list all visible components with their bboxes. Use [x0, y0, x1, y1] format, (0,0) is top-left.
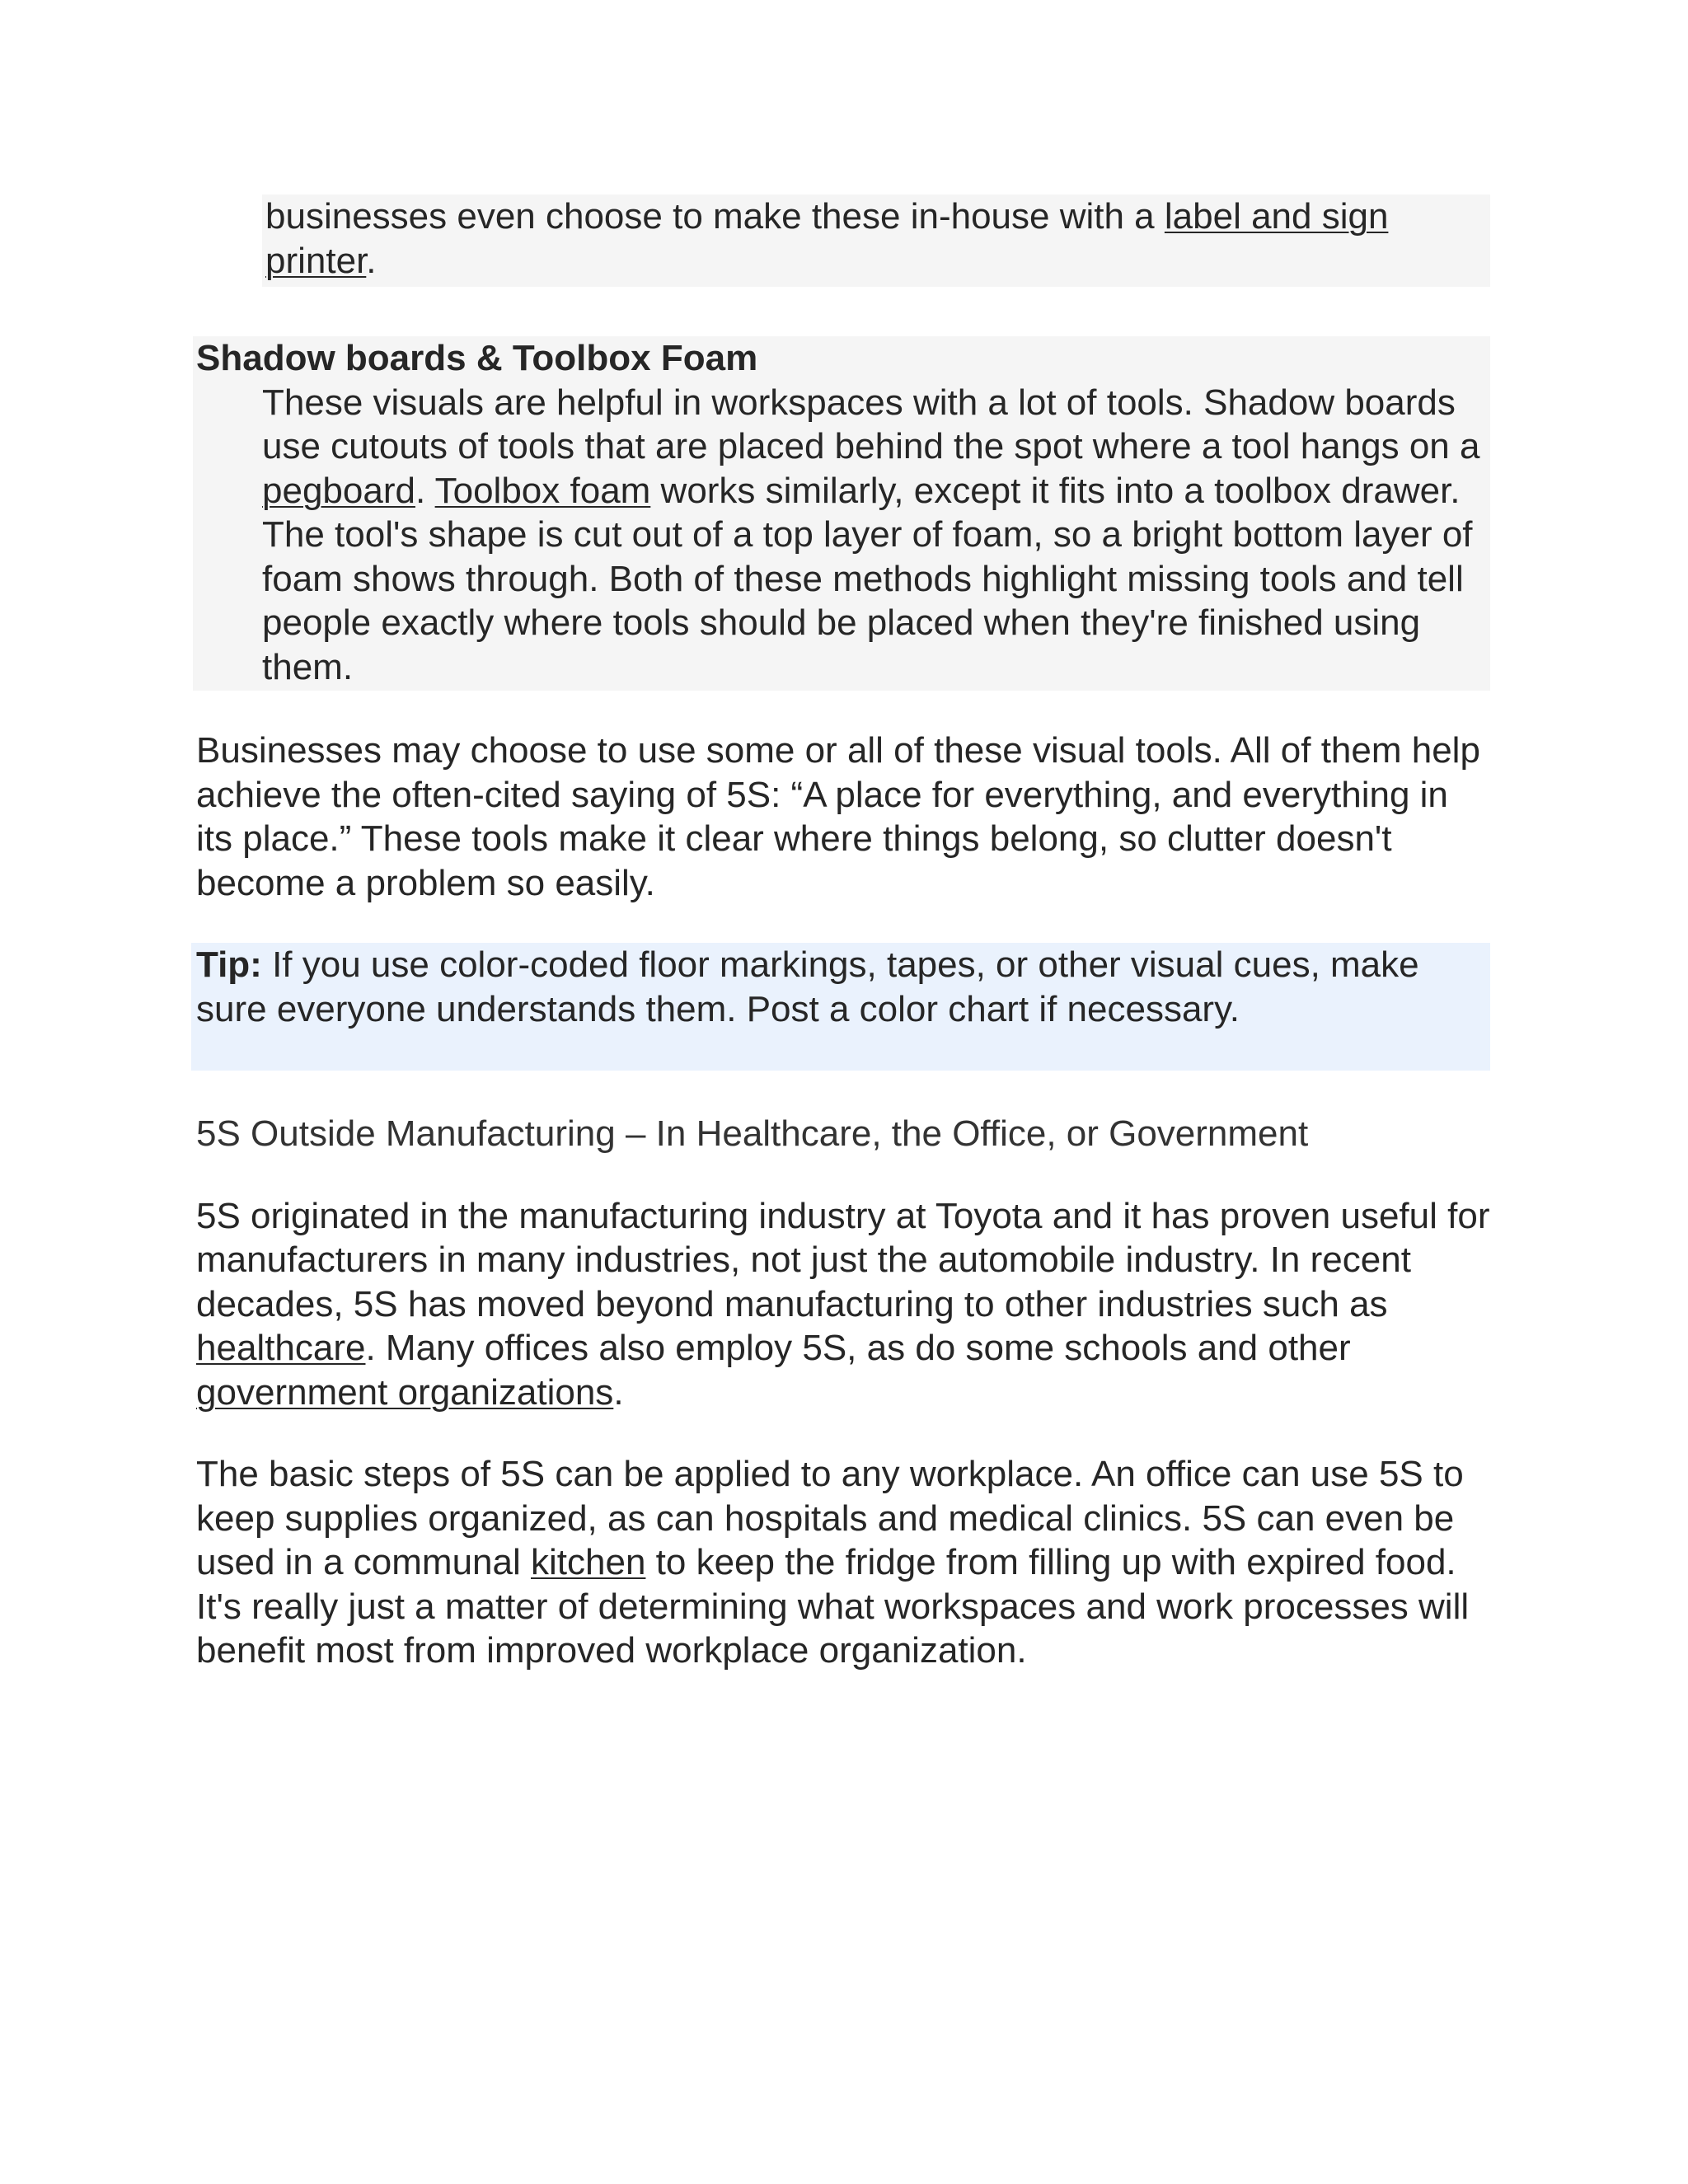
toolbox-foam-link[interactable]: Toolbox foam [434, 470, 651, 511]
text-span: to keep the fridge from filling up with expired food. It's really just a matter of determining what workspaces and work processes will benefit most from improved workplace organization. [196, 1542, 1470, 1671]
origins-paragraph [196, 1194, 1490, 1415]
section-heading: 5S Outside Manufacturing – In Healthcare, the Office, or Government [196, 1113, 1309, 1154]
shadow-boards-heading: Shadow boards & Toolbox Foam [196, 338, 758, 378]
tip-body: If you use color-coded floor markings, tapes, or other visual cues, make sure everyone understands them. Post a color chart if necessary. [196, 944, 1419, 1029]
text-span: businesses even choose to make these in-house with a [265, 196, 1165, 237]
label-printer-note [262, 194, 1490, 287]
label-and-sign-printer-link[interactable]: label and sign printer [265, 196, 1389, 281]
text-span: . [613, 1371, 624, 1413]
text-span: . Many offices also employ 5S, as do some schools and other [365, 1328, 1351, 1368]
text-span: The basic steps of 5S can be applied to any workplace. An office can use 5S to keep supplies organized, as can hospitals and medical clinics. 5S can even be used in a communal [196, 1454, 1464, 1582]
healthcare-link[interactable]: healthcare [196, 1328, 366, 1368]
text-span: . [415, 470, 435, 511]
label-printer-text [265, 194, 1490, 283]
tip-text [196, 943, 1490, 1031]
basic-steps-paragraph [196, 1452, 1490, 1673]
visual-tools-paragraph: Businesses may choose to use some or all of these visual tools. All of them help achieve the often-cited saying of 5S: “A place for everything, and everything in its place.” These tools make it clear where things belong, so clutter doesn't become a problem so easily. [196, 730, 1480, 903]
government-organizations-link[interactable]: government organizations [196, 1371, 614, 1413]
shadow-boards-section [193, 336, 1490, 691]
tip-callout [191, 943, 1490, 1071]
tip-label: Tip: [196, 944, 262, 985]
text-span: . [366, 240, 377, 281]
text-span: works similarly, except it fits into a toolbox drawer. The tool's shape is cut out of a top layer of foam, so a bright bottom layer of foam shows through. Both of these methods highlight missing tools and tell people exactly where tools should be placed when they're finished using them. [262, 470, 1473, 687]
text-span: These visuals are helpful in workspaces with a lot of tools. Shadow boards use cutouts of tools that are placed behind the spot where a tool hangs on a [262, 382, 1480, 466]
document-page [196, 194, 1490, 1673]
text-span: 5S originated in the manufacturing industry at Toyota and it has proven useful for manufacturers in many industries, not just the automobile industry. In recent decades, 5S has moved beyond manufacturing to other industries such as [196, 1195, 1490, 1324]
kitchen-link[interactable]: kitchen [531, 1542, 646, 1582]
pegboard-link[interactable]: pegboard [262, 470, 415, 511]
shadow-boards-body [262, 381, 1490, 690]
